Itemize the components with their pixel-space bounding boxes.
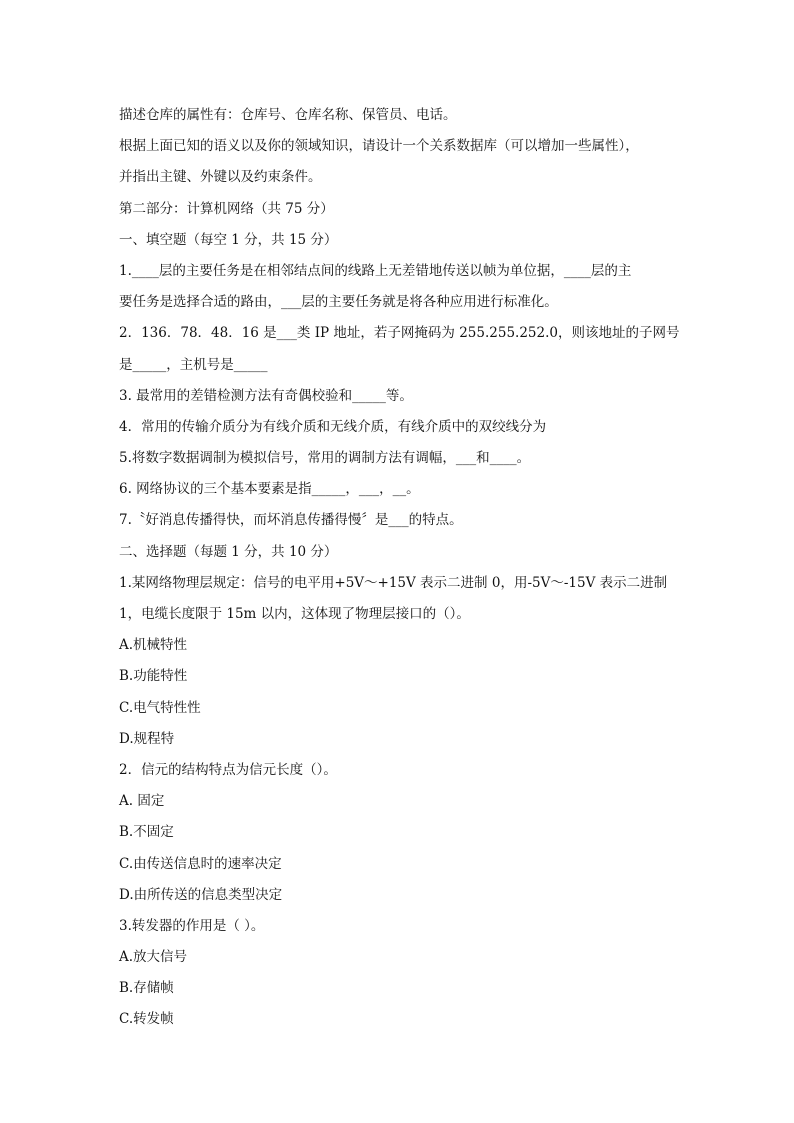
fill-blank-question-2-cont: 是_____，主机号是_____ bbox=[119, 356, 268, 373]
choice-question-1-option-c: C.电气特性性 bbox=[119, 699, 201, 716]
fill-blank-question-4: 4．常用的传输介质分为有线介质和无线介质，有线介质中的双绞线分为 bbox=[119, 418, 547, 435]
part-two-heading: 第二部分：计算机网络（共 75 分） bbox=[119, 200, 334, 217]
choice-question-1: 1.某网络物理层规定：信号的电平用+5V～+15V 表示二进制 0，用-5V～-15V 表示二进制 bbox=[119, 574, 668, 591]
choice-question-2-option-b: B.不固定 bbox=[119, 824, 174, 841]
choice-question-2-option-a: A. 固定 bbox=[119, 793, 165, 810]
fill-blank-question-1: 1.____层的主要任务是在相邻结点间的线路上无差错地传送以帧为单位据，____层的主 bbox=[119, 262, 632, 279]
fill-blank-question-7: 7.〝好消息传播得快，而坏消息传播得慢〞是___的特点。 bbox=[119, 512, 463, 529]
choice-question-2-option-d: D.由所传送的信息类型决定 bbox=[119, 886, 283, 903]
choice-question-1-cont: 1，电缆长度限于 15m 以内，这体现了物理层接口的（）。 bbox=[119, 606, 470, 622]
choice-question-1-option-d: D.规程特 bbox=[119, 730, 175, 747]
fill-blank-question-3: 3. 最常用的差错检测方法有奇偶校验和_____等。 bbox=[119, 387, 413, 404]
fill-blank-question-2: 2．136．78．48．16 是___类 IP 地址，若子网掩码为 255.255.252.0，则该地址的子网号 bbox=[119, 325, 680, 342]
choice-question-2-option-c: C.由传送信息时的速率决定 bbox=[119, 855, 282, 872]
choice-question-3-option-c: C.转发帧 bbox=[119, 1011, 174, 1028]
fill-blank-question-1-cont: 要任务是选择合适的路由，___层的主要任务就是将各种应用进行标准化。 bbox=[119, 294, 558, 311]
choice-question-2: 2．信元的结构特点为信元长度（）。 bbox=[119, 761, 337, 778]
fill-blank-question-6: 6. 网络协议的三个基本要素是指_____，___，__。 bbox=[119, 481, 420, 498]
choice-question-3-option-a: A.放大信号 bbox=[119, 949, 188, 966]
choice-question-3: 3.转发器的作用是（ ）。 bbox=[119, 917, 265, 934]
choice-question-3-option-b: B.存储帧 bbox=[119, 980, 174, 997]
fill-blank-question-5: 5.将数字数据调制为模拟信号，常用的调制方法有调幅，___和____。 bbox=[119, 450, 531, 467]
design-instruction-text: 根据上面已知的语义以及你的领域知识，请设计一个关系数据库（可以增加一些属性）， bbox=[119, 138, 639, 155]
choice-question-1-option-b: B.功能特性 bbox=[119, 668, 188, 685]
warehouse-attributes-text: 描述仓库的属性有：仓库号、仓库名称、保管员、电话。 bbox=[119, 107, 457, 123]
choice-question-1-option-a: A.机械特性 bbox=[119, 637, 188, 654]
choice-section-heading: 二、选择题（每题 1 分，共 10 分） bbox=[119, 543, 338, 560]
design-instruction-text-cont: 并指出主键、外键以及约束条件。 bbox=[119, 169, 322, 186]
fill-blank-section-heading: 一、填空题（每空 1 分，共 15 分） bbox=[119, 231, 338, 248]
document-body bbox=[119, 100, 679, 1036]
